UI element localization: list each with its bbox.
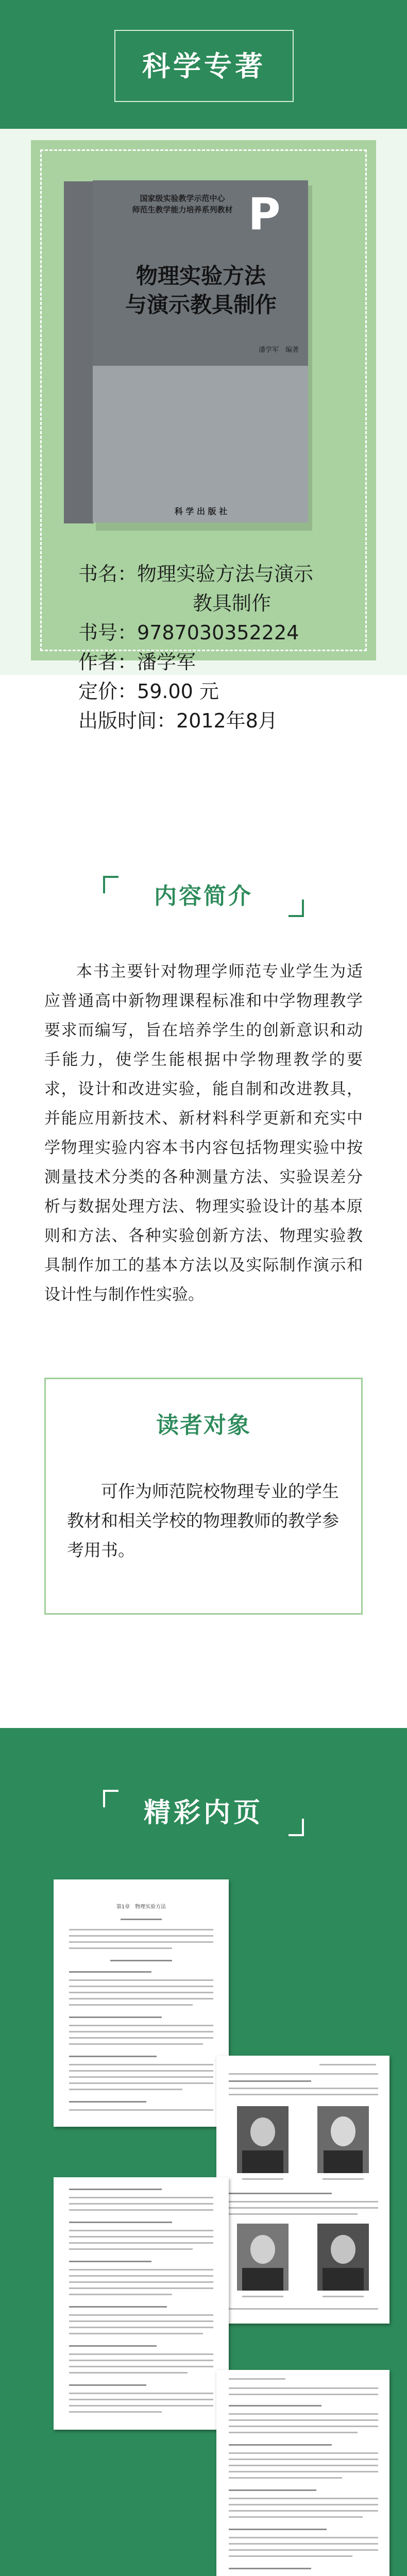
sample-page-heading: 第1章 物理实验方法 xyxy=(116,1904,166,1910)
text-line xyxy=(323,2296,364,2297)
book-cover-publisher: 科 学 出 版 社 xyxy=(174,506,228,516)
text-line xyxy=(229,2419,378,2421)
text-line xyxy=(229,2088,378,2089)
text-line xyxy=(69,2101,146,2103)
text-line xyxy=(229,2394,378,2395)
book-cover-title xyxy=(108,262,294,319)
text-line xyxy=(69,2314,213,2316)
text-line xyxy=(69,2269,213,2270)
text-line xyxy=(229,2207,378,2209)
text-line xyxy=(229,2387,378,2389)
text-line xyxy=(69,2366,213,2367)
info-title-row xyxy=(78,560,367,589)
text-line xyxy=(229,2471,378,2472)
text-line xyxy=(69,2327,213,2328)
text-line xyxy=(229,2543,378,2545)
intro-heading: 内容简介 xyxy=(154,883,253,909)
info-title-label: 书名： xyxy=(78,563,138,585)
text-line xyxy=(69,1929,213,1930)
text-line xyxy=(229,2529,327,2530)
highlights-heading: 精彩内页 xyxy=(143,1798,263,1828)
info-date-label: 出版时间： xyxy=(78,709,177,732)
text-line xyxy=(229,2489,316,2491)
text-line xyxy=(69,2399,213,2400)
info-price-row xyxy=(78,677,367,706)
text-line xyxy=(69,2109,213,2111)
text-line xyxy=(69,2056,157,2057)
page-title: 科学专著 xyxy=(142,49,266,82)
text-line xyxy=(69,1986,213,1987)
text-line xyxy=(69,2209,213,2211)
text-line xyxy=(229,2193,332,2194)
text-line xyxy=(69,2242,213,2244)
text-line xyxy=(110,1960,172,1961)
text-line xyxy=(229,2465,378,2466)
text-line xyxy=(229,2213,358,2215)
text-line xyxy=(69,2189,162,2190)
text-line xyxy=(69,2031,213,2032)
info-author-label: 作者： xyxy=(78,651,138,673)
text-line xyxy=(229,2549,378,2551)
text-line xyxy=(69,2064,213,2065)
text-line xyxy=(69,2025,213,2026)
text-line xyxy=(229,2568,311,2569)
sample-page-1 xyxy=(54,1879,229,2127)
text-line xyxy=(69,1998,213,1999)
publisher-logo-icon: P xyxy=(248,189,281,240)
portrait-photo xyxy=(237,2224,289,2291)
portrait-photo xyxy=(317,2106,369,2173)
audience-paragraph: 可作为师范院校物理专业的学生教材和相关学校的物理教师的教学参考用书。 xyxy=(67,1481,339,1560)
text-line xyxy=(69,2384,146,2386)
sample-page-2 xyxy=(216,2056,389,2324)
book-cover xyxy=(93,180,308,522)
text-line xyxy=(69,2248,193,2250)
text-line xyxy=(229,2094,378,2095)
intro-paragraph: 本书主要针对物理学师范专业学生为适应普通高中新物理课程标准和中学物理教学要求而编写，旨在培养学生的创新意识和动手能力，使学生能根据中学物理教学的要求，设计和改进实验，能自制和改进教具，并能应用新技术、新材料科学更新和充实中学物理实验内容本书内容包括物理实验中按测量技术分类的各种测量方法、实验误差分析与数据处理方法、物理实验设计的基本原则和方法、各种实验创新方法、物理实验教具制作加工的基本方法以及实际制作演示和设计性与制作性实验。 xyxy=(44,962,363,1304)
info-title-value-cont: 教具制作 xyxy=(193,592,272,615)
text-line xyxy=(229,2504,378,2505)
text-line xyxy=(69,2043,203,2045)
text-line xyxy=(69,2222,172,2223)
text-line xyxy=(229,2459,378,2460)
info-price-value: 59.00 元 xyxy=(137,680,219,703)
text-line xyxy=(121,1919,162,1920)
text-line xyxy=(229,2080,311,2082)
text-line xyxy=(69,2197,213,2198)
text-line xyxy=(229,2308,378,2310)
text-line xyxy=(69,2353,213,2355)
text-line xyxy=(229,2537,378,2538)
text-line xyxy=(242,2296,283,2297)
text-line xyxy=(69,2333,203,2334)
text-line xyxy=(69,2360,213,2361)
info-author-row xyxy=(78,648,367,677)
info-title-row-cont xyxy=(78,589,367,618)
text-line xyxy=(319,2064,376,2065)
text-line xyxy=(229,2378,285,2380)
text-line xyxy=(323,2178,364,2180)
text-line xyxy=(69,2281,213,2283)
book-series-line: 国家级实验教学示范中心 xyxy=(140,194,225,203)
text-line xyxy=(69,2203,213,2205)
text-line xyxy=(69,1979,213,1981)
text-line xyxy=(69,2345,157,2347)
text-line xyxy=(69,2037,213,2039)
text-line xyxy=(229,2444,332,2446)
info-date-row xyxy=(78,706,367,736)
text-line xyxy=(69,1992,213,1993)
text-line xyxy=(69,2230,213,2231)
info-isbn-label: 书号： xyxy=(78,621,138,644)
text-line xyxy=(229,2477,342,2479)
info-author-value: 潘学军 xyxy=(137,651,196,673)
text-line xyxy=(69,2294,172,2295)
text-line xyxy=(229,2498,378,2499)
text-line xyxy=(229,2432,358,2433)
text-line xyxy=(229,2405,321,2406)
text-line xyxy=(69,2016,162,2018)
text-line xyxy=(69,2236,213,2238)
book-cover-title-line: 物理实验方法 xyxy=(135,263,266,289)
text-line xyxy=(229,2452,378,2454)
text-line xyxy=(69,1971,151,1973)
text-line xyxy=(242,2178,283,2180)
book-cover-title-line: 与演示教具制作 xyxy=(125,292,277,317)
text-line xyxy=(69,2275,213,2277)
text-line xyxy=(229,2413,378,2415)
book-cover-author: 潘学军 编著 xyxy=(258,346,299,354)
info-isbn-row xyxy=(78,618,367,648)
text-line xyxy=(69,2393,213,2394)
info-price-label: 定价： xyxy=(78,680,138,703)
text-line xyxy=(69,2405,213,2406)
sample-page-3 xyxy=(54,2177,229,2430)
text-line xyxy=(69,2411,162,2413)
text-line xyxy=(69,2306,167,2308)
sample-page-4 xyxy=(216,2370,389,2576)
text-line xyxy=(69,2261,151,2262)
text-line xyxy=(69,2076,213,2078)
text-line xyxy=(229,2073,378,2075)
text-line xyxy=(69,2070,213,2072)
text-line xyxy=(229,2201,378,2202)
text-line xyxy=(229,2555,352,2557)
text-line xyxy=(69,1935,213,1937)
text-line xyxy=(69,2287,213,2289)
text-line xyxy=(69,1947,172,1949)
portrait-photo xyxy=(317,2224,369,2291)
text-line xyxy=(69,2372,188,2374)
book-series xyxy=(131,193,234,215)
info-isbn-value: 9787030352224 xyxy=(137,621,299,644)
text-line xyxy=(69,2089,182,2090)
portrait-photo xyxy=(237,2106,289,2173)
audience-heading: 读者对象 xyxy=(156,1412,251,1438)
book-info-list xyxy=(78,560,367,736)
text-line xyxy=(229,2426,378,2427)
text-line xyxy=(229,2516,363,2518)
info-title-value: 物理实验方法与演示 xyxy=(137,563,314,585)
book-spine xyxy=(64,181,94,523)
text-line xyxy=(69,2082,213,2084)
text-line xyxy=(69,2004,193,2006)
info-date-value: 2012年8月 xyxy=(176,709,278,732)
text-line xyxy=(69,1941,213,1943)
text-line xyxy=(229,2510,378,2512)
text-line xyxy=(69,2320,213,2322)
book-series-line: 师范生教学能力培养系列教材 xyxy=(132,205,233,214)
